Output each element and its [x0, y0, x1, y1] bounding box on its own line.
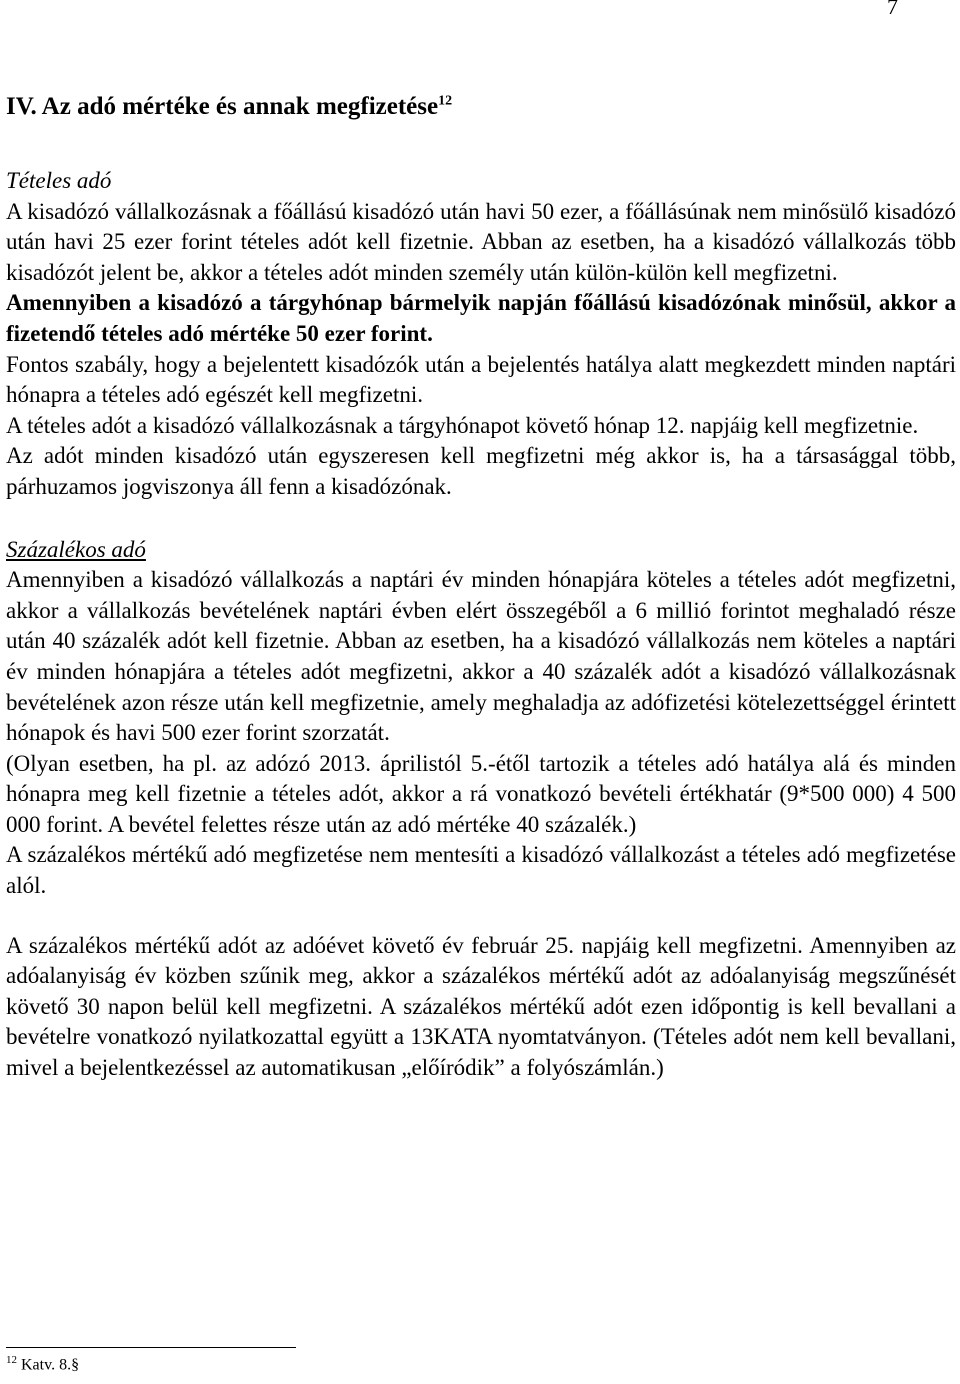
paragraph: A százalékos mértékű adó megfizetése nem mentesíti a kisadózó vállalkozást a tételes adó megfizetése alól. — [6, 842, 956, 899]
page-number: 7 — [887, 0, 898, 19]
spacer — [6, 902, 956, 931]
paragraph: A százalékos mértékű adót az adóévet követő év február 25. napjáig kell megfizetni. Amennyiben az adóalanyiság év közben szűnik meg, akkor a százalékos mértékű adót az adóalanyiság megszűnését követő 30 napon belül kell megfizetni. A százalékos mértékű adót ezen időpontig is kell bevallani a bevételre vonatkozó nyilatkozattal együtt a 13KATA nyomtatványon. (Tételes adót nem kell bevallani, mivel a bejelentkezéssel az automatikusan „előíródik” a folyószámlán.) — [6, 932, 956, 1081]
footnote — [6, 1354, 79, 1374]
paragraph: Az adót minden kisadózó után egyszeresen kell megfizetni még akkor is, ha a társasággal több, párhuzamos jogviszonya áll fenn a kisadózónak. — [6, 443, 956, 499]
paragraph-bold: Amennyiben a kisadózó a tárgyhónap bármelyik napján főállású kisadózónak minősül, akkor a fizetendő tételes adó mértéke 50 ezer forint. — [6, 290, 956, 346]
footnote-number: 12 — [6, 1354, 17, 1366]
paragraph: (Olyan esetben, ha pl. az adózó 2013. áprilistól 5.-étől tartozik a tételes adó hatálya alá és minden hónapra meg kell fizetnie a tételes adót, akkor a rá vonatkozó bevételi értékhatár (9*500 000) 4 500 000 forint. A bevétel felettes része után az adó mértéke 40 százalék.) — [6, 750, 956, 837]
footnote-reference: 12 — [438, 93, 453, 109]
paragraph: A kisadózó vállalkozásnak a főállású kisadózó után havi 50 ezer, a főállásúnak nem minősülő kisadózó után havi 25 ezer forint tételes adót kell fizetnie. Abban az esetben, ha a kisadózó vállalkozás több kisadózót jelent be, akkor a tételes adót minden személy után külön-külön kell megfizetni. — [6, 198, 956, 285]
section-title-szazalekos-ado: Százalékos adó — [6, 536, 146, 562]
chapter-heading-text: IV. Az adó mértéke és annak megfizetése — [6, 93, 439, 120]
footnote-separator — [6, 1347, 296, 1348]
chapter-heading — [6, 92, 956, 122]
paragraph: A tételes adót a kisadózó vállalkozásnak a tárgyhónapot követő hónap 12. napjáig kell megfizetnie. — [6, 412, 919, 438]
spacer — [6, 503, 956, 535]
paragraph: Amennyiben a kisadózó vállalkozás a naptári év minden hónapjára köteles a tételes adót megfizetni, akkor a vállalkozás bevételének naptári évben elért összegéből a 6 millió forintot meghaladó része után 40 százalék adót kell fizetnie. Abban az esetben, ha a kisadózó vállalkozás nem köteles a naptári év minden hónapjára a tételes adót megfizetni, akkor a 40 százalék adót a kisadózó vállalkozásnak bevételének azon része után kell megfizetnie, amely meghaladja az adófizetési kötelezettséggel érintett hónapok és havi 500 ezer forint szorzatát. — [6, 567, 956, 746]
document-body — [6, 92, 956, 1084]
paragraph: Fontos szabály, hogy a bejelentett kisadózók után a bejelentés hatálya alatt megkezdett minden naptári hónapra a tételes adó egészét kell megfizetni. — [6, 351, 956, 408]
section-title-teteles-ado: Tételes adó — [6, 168, 112, 193]
footnote-text: Katv. 8.§ — [21, 1356, 80, 1374]
